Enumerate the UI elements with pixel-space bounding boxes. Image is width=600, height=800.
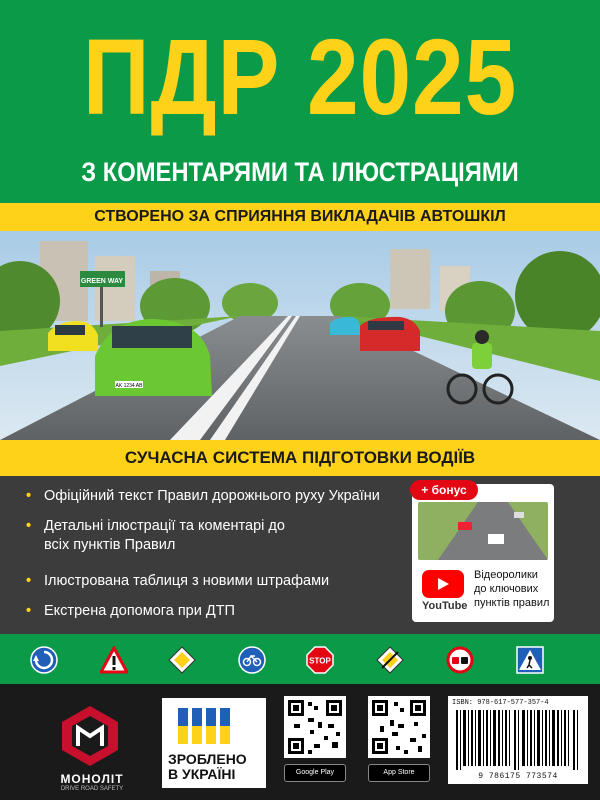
- feature-item: [26, 572, 406, 591]
- tagline-band: СТВОРЕНО ЗА СПРИЯННЯ ВИКЛАДАЧІВ АВТОШКІЛ: [0, 203, 600, 231]
- youtube-icon: [422, 570, 464, 600]
- no-overtaking-sign-icon: [446, 646, 474, 674]
- bullet-icon: •: [26, 573, 32, 589]
- feature-text: Детальні ілюстрації та коментарі до всіх пунктів Правил: [44, 518, 285, 553]
- made-in-ukraine-text: ЗРОБЛЕНО В УКРАЇНІ: [168, 751, 247, 782]
- youtube-label: YouTube: [422, 600, 468, 612]
- priority-road-sign-icon: [168, 646, 196, 674]
- road-scene-illustration: [0, 231, 600, 440]
- feature-item: [26, 602, 406, 621]
- publisher-slogan: DRIVE ROAD SAFETY: [60, 786, 124, 792]
- feature-item: [26, 517, 301, 555]
- roundabout-sign-icon: [30, 646, 58, 674]
- warning-triangle-sign-icon: [100, 646, 128, 674]
- footer-area: [0, 684, 600, 800]
- feature-text: Екстрена допомога при ДТП: [44, 603, 235, 619]
- bonus-video-thumbnail: [418, 502, 548, 560]
- license-plate: AK 1234 AB: [115, 383, 143, 389]
- isbn-text: ISBN: 978-617-577-357-4: [452, 699, 549, 707]
- bonus-badge: + бонус: [410, 480, 478, 500]
- pedestrian-crossing-sign-icon: [516, 646, 544, 674]
- bullet-icon: •: [26, 488, 32, 504]
- bonus-description: Відеоролики до ключових пунктів правил: [474, 569, 550, 609]
- end-priority-sign-icon: [376, 646, 404, 674]
- feature-text: Офіційний текст Правил дорожнього руху України: [44, 488, 380, 504]
- qr-code-icon[interactable]: [284, 696, 346, 758]
- bicycle-sign-icon: [238, 646, 266, 674]
- made-in-ukraine-badge: [162, 698, 266, 788]
- publisher-name: МОНОЛІТ: [60, 772, 124, 786]
- feature-item: [26, 487, 406, 506]
- qr-code-icon[interactable]: [368, 696, 430, 758]
- section-title-band: СУЧАСНА СИСТЕМА ПІДГОТОВКИ ВОДІЇВ: [0, 440, 600, 476]
- isbn-barcode: [448, 696, 588, 784]
- cover-subtitle: З КОМЕНТАРЯМИ ТА ІЛЮСТРАЦІЯМИ: [81, 157, 519, 187]
- app-store-block[interactable]: [368, 696, 430, 784]
- ukraine-flag-icon: [178, 708, 250, 744]
- header-green-area: [0, 0, 600, 205]
- barcode-icon: [456, 710, 580, 770]
- bullet-icon: •: [26, 518, 32, 534]
- billboard-text: GREEN WAY: [80, 278, 124, 285]
- bullet-icon: •: [26, 603, 32, 619]
- barcode-number: 9 786175 773574: [478, 772, 558, 781]
- google-play-block[interactable]: [284, 696, 346, 784]
- road-signs-strip: [0, 634, 600, 684]
- feature-text: Ілюстрована таблиця з новими штрафами: [44, 573, 330, 589]
- stop-sign-icon: [306, 646, 334, 674]
- bonus-card: [412, 484, 554, 622]
- app-store-button[interactable]: App Store: [368, 764, 430, 782]
- svg-text:STOP: STOP: [309, 656, 331, 666]
- google-play-button[interactable]: Google Play: [284, 764, 346, 782]
- cover-title: ПДР 2025: [82, 16, 518, 137]
